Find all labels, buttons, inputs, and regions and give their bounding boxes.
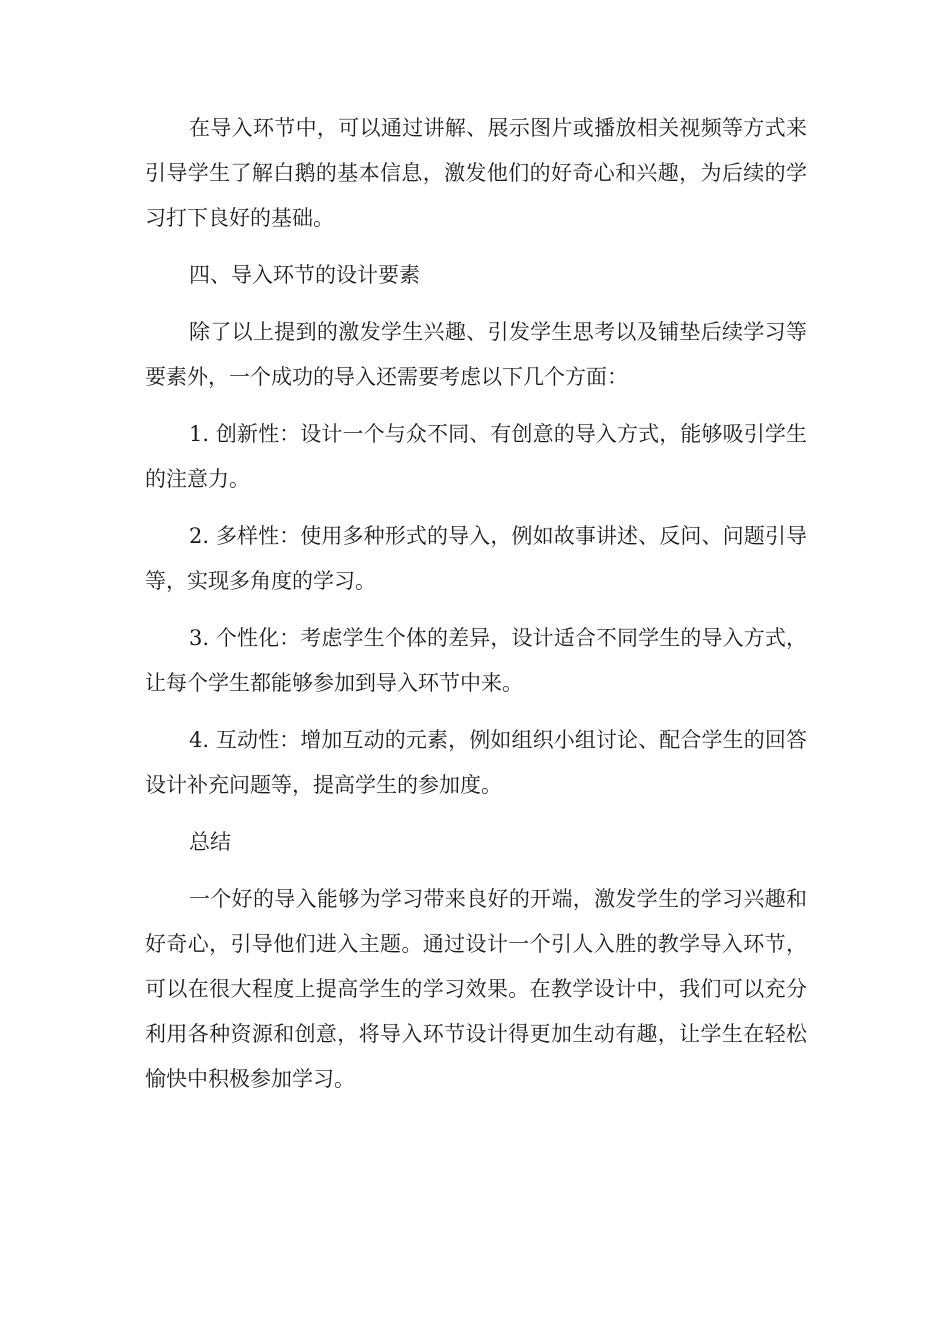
section-heading: 四、导入环节的设计要素 bbox=[189, 263, 420, 287]
list-item-diversity: 2. 多样性：使用多种形式的导入，例如故事讲述、反问、问题引导等，实现多角度的学习。 bbox=[145, 524, 807, 593]
document-page bbox=[145, 106, 807, 1114]
summary-heading: 总结 bbox=[189, 830, 231, 854]
list-item-innovation: 1. 创新性：设计一个与众不同、有创意的导入方式，能够吸引学生的注意力。 bbox=[145, 422, 807, 491]
intro-paragraph: 在导入环节中，可以通过讲解、展示图片或播放相关视频等方式来引导学生了解白鹅的基本信息，激发他们的好奇心和兴趣，为后续的学习打下良好的基础。 bbox=[145, 116, 807, 230]
list-item-personalization: 3. 个性化：考虑学生个体的差异，设计适合不同学生的导入方式，让每个学生都能够参加到导入环节中来。 bbox=[145, 626, 807, 695]
section-intro-paragraph: 除了以上提到的激发学生兴趣、引发学生思考以及铺垫后续学习等要素外，一个成功的导入还需要考虑以下几个方面： bbox=[145, 320, 807, 389]
list-item-interactivity: 4. 互动性：增加互动的元素，例如组织小组讨论、配合学生的回答设计补充问题等，提高学生的参加度。 bbox=[145, 728, 807, 797]
summary-paragraph: 一个好的导入能够为学习带来良好的开端，激发学生的学习兴趣和好奇心，引导他们进入主题。通过设计一个引人入胜的教学导入环节，可以在很大程度上提高学生的学习效果。在教学设计中，我们可以充分利用各种资源和创意，将导入环节设计得更加生动有趣，让学生在轻松愉快中积极参加学习。 bbox=[145, 887, 807, 1091]
